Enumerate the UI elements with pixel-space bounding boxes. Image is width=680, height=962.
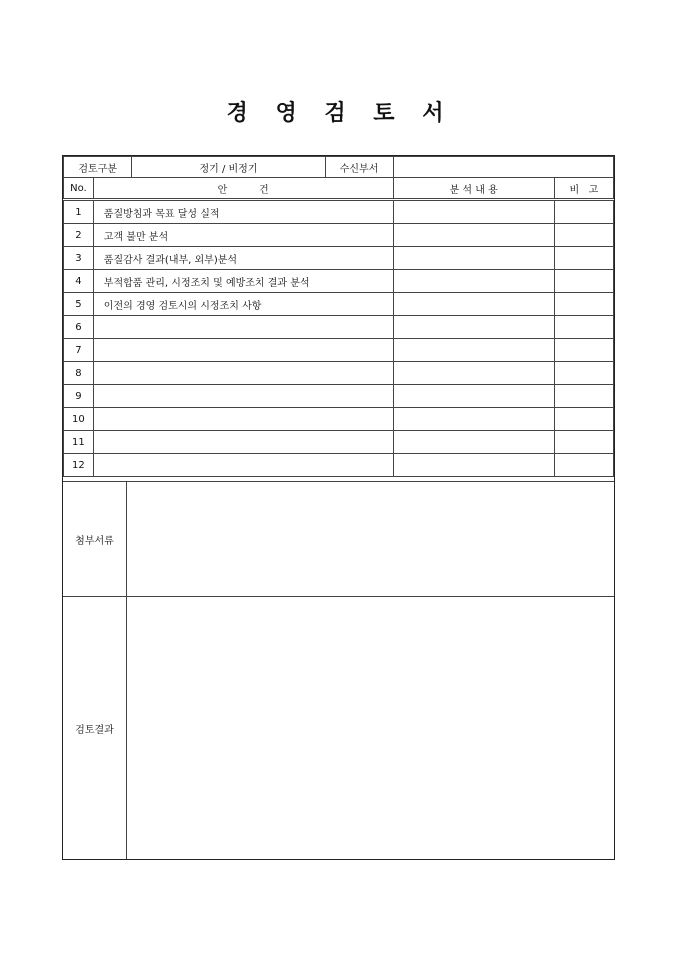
remarks-cell[interactable] [554,339,613,362]
analysis-cell[interactable] [393,408,554,431]
analysis-cell[interactable] [393,431,554,454]
table-row [64,431,614,454]
analysis-cell[interactable] [393,247,554,270]
review-result-label: 검토결과 [63,597,127,859]
attachments-label: 첨부서류 [63,482,127,596]
remarks-cell[interactable] [554,293,613,316]
agenda-item [93,362,393,385]
agenda-item: 고객 불만 분석 [93,224,393,247]
analysis-cell[interactable] [393,362,554,385]
review-result-section [63,596,614,859]
row-number: 4 [64,270,94,293]
table-row [64,247,614,270]
agenda-item [93,454,393,477]
table-row [64,200,614,224]
agenda-item: 품질방침과 목표 달성 실적 [93,200,393,224]
agenda-item: 이전의 경영 검토시의 시정조치 사항 [93,293,393,316]
row-number: 9 [64,385,94,408]
agenda-item [93,431,393,454]
remarks-cell[interactable] [554,408,613,431]
row-number: 6 [64,316,94,339]
row-number: 1 [64,200,94,224]
remarks-cell[interactable] [554,200,613,224]
remarks-cell[interactable] [554,247,613,270]
table-row [64,316,614,339]
review-result-field[interactable] [127,597,614,859]
table-row [64,293,614,316]
table-row [64,408,614,431]
remarks-cell[interactable] [554,362,613,385]
analysis-cell[interactable] [393,316,554,339]
remarks-cell[interactable] [554,270,613,293]
remarks-cell[interactable] [554,224,613,247]
agenda-item [93,408,393,431]
col-remarks-header: 비 고 [554,178,613,200]
col-agenda-header: 안 건 [93,178,393,200]
table-row [64,454,614,477]
remarks-cell[interactable] [554,385,613,408]
table-row [64,339,614,362]
remarks-cell[interactable] [554,454,613,477]
analysis-cell[interactable] [393,270,554,293]
row-number: 8 [64,362,94,385]
recipient-department-label: 수신부서 [325,157,393,178]
row-number: 7 [64,339,94,362]
agenda-table [63,156,614,477]
column-header-row [64,178,614,200]
analysis-cell[interactable] [393,339,554,362]
review-form [62,155,615,860]
row-number: 10 [64,408,94,431]
analysis-cell[interactable] [393,293,554,316]
row-number: 2 [64,224,94,247]
analysis-cell[interactable] [393,454,554,477]
agenda-item: 부적합품 관리, 시정조치 및 예방조치 결과 분석 [93,270,393,293]
row-number: 12 [64,454,94,477]
col-analysis-header: 분 석 내 용 [393,178,554,200]
agenda-item: 품질감사 결과(내부, 외부)분석 [93,247,393,270]
remarks-cell[interactable] [554,431,613,454]
review-type-row [64,157,614,178]
row-number: 3 [64,247,94,270]
row-number: 5 [64,293,94,316]
remarks-cell[interactable] [554,316,613,339]
recipient-department-value[interactable] [393,157,613,178]
agenda-item [93,385,393,408]
attachments-field[interactable] [127,482,614,596]
attachments-section [63,481,614,596]
table-row [64,385,614,408]
agenda-item [93,316,393,339]
analysis-cell[interactable] [393,200,554,224]
analysis-cell[interactable] [393,224,554,247]
table-row [64,362,614,385]
col-no-header: No. [64,178,94,200]
analysis-cell[interactable] [393,385,554,408]
table-row [64,224,614,247]
agenda-item [93,339,393,362]
document-title: 경 영 검 토 서 [226,101,454,126]
review-type-label: 검토구분 [64,157,132,178]
review-type-value[interactable]: 정기 / 비정기 [132,157,325,178]
table-row [64,270,614,293]
row-number: 11 [64,431,94,454]
